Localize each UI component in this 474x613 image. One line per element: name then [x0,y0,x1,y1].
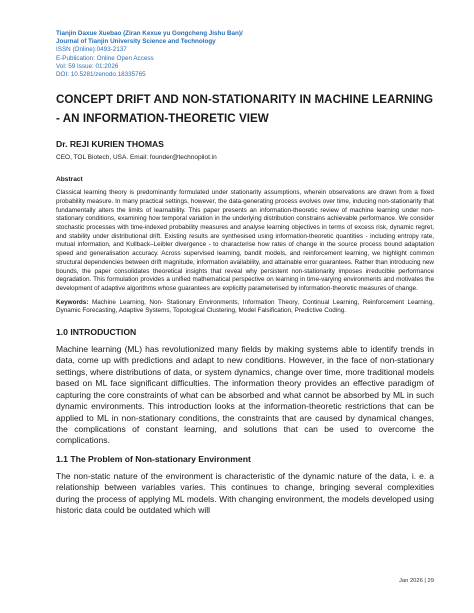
keywords-text: Machine Learning, Non- Stationary Environments, Information Theory, Continual Learning, Reinforcement Learning, Dynamic Forecasting, Adaptive Systems, Topological Clustering, Model Falsification, Predictive Coding. [56,298,434,315]
journal-name-line2: Journal of Tianjin University Science and Technology [56,38,216,46]
journal-header [56,30,434,79]
author-name: Dr. REJI KURIEN THOMAS [56,139,164,150]
author-affiliation: CEO, TOL Biotech, USA. Email: founder@technopilot.in [56,154,217,162]
journal-doi: DOI: 10.5281/zenodo.18335765 [56,71,146,79]
keywords [56,299,434,316]
subsection-paragraph: The non-static nature of the environment is characteristic of the dynamic nature of the data, i. e. a relationship between variables varies. This continues to change, bringing several complexities during the process of applying ML models. With changing environment, the models developed using historic data could be outdated which will [56,470,434,515]
abstract-text: Classical learning theory is predominantly formulated under stationarity assumptions, wherein observations are drawn from a fixed probability measure. In many practical settings, however, the data-generating process evolves over time, inducing non-stationarity that fundamentally alters the limits of learnability. This paper presents an information-theoretic review of machine learning under non-stationary conditions, examining how temporal variation in the underlying distribution constrains achievable performance. We consider stochastic processes with time-indexed probability measures and analyse learning objectives in terms of excess risk, dynamic regret, and stability under distributional drift. Existing results are synthesised using information-theoretic quantities - including entropy rate, mutual information, and Kullback–Leibler divergence - to characterise how rates of change in the source process bound adaptation speed and generalisation accuracy. Across supervised learning, bandit models, and reinforcement learning, we highlight common structural dependencies between drift magnitude, information availability, and attainable error guarantees. Rather than introducing new bounds, the paper consolidates theoretical insights that reveal why persistent non-stationarity imposes irreducible performance degradation. This formulation provides a unified mathematical perspective on learning in time-varying environments and motivates the development of adaptive algorithms whose guarantees are explicitly parameterised by information-theoretic measures of change. [56,189,434,292]
journal-volume: Vol: 59 Issue: 01:2026 [56,62,119,70]
paper-title: CONCEPT DRIFT AND NON-STATIONARITY IN MACHINE LEARNING - AN INFORMATION-THEORETIC VIEW [56,93,434,126]
page-footer: Jan 2026 | 29 [398,578,434,584]
abstract-heading: Abstract [56,176,83,184]
journal-name-line1: Tianjin Daxue Xuebao (Ziran Kexue yu Gongcheng Jishu Ban)/ [56,30,243,37]
subsection-heading-non-stationary: 1.1 The Problem of Non-stationary Environment [56,453,251,464]
keywords-label: Keywords: [56,298,89,306]
journal-issn: ISSN (Online):0493-2137 [56,46,127,54]
introduction-paragraph: Machine learning (ML) has revolutionized many fields by making systems able to identify trends in data, come up with predictions and adapt to new conditions. However, in the face of non-stationary settings, where distributions of data, or system dynamics, change over time, more traditional models based on ML face significant difficulties. The information theory provides an effective paradigm of capturing the core constraints of what can be absorbed and what cannot be absorbed by ML in such dynamic environments. This introduction looks at the information-theoretic restrictions that can be applied to ML in non-stationary conditions, the constraints that are caused by dynamical changes, the complications of constant learning, and solutions that can be used to overcome the complications. [56,344,434,446]
section-heading-introduction: 1.0 INTRODUCTION [56,327,137,338]
journal-publication: E-Publication: Online Open Access [56,54,154,62]
